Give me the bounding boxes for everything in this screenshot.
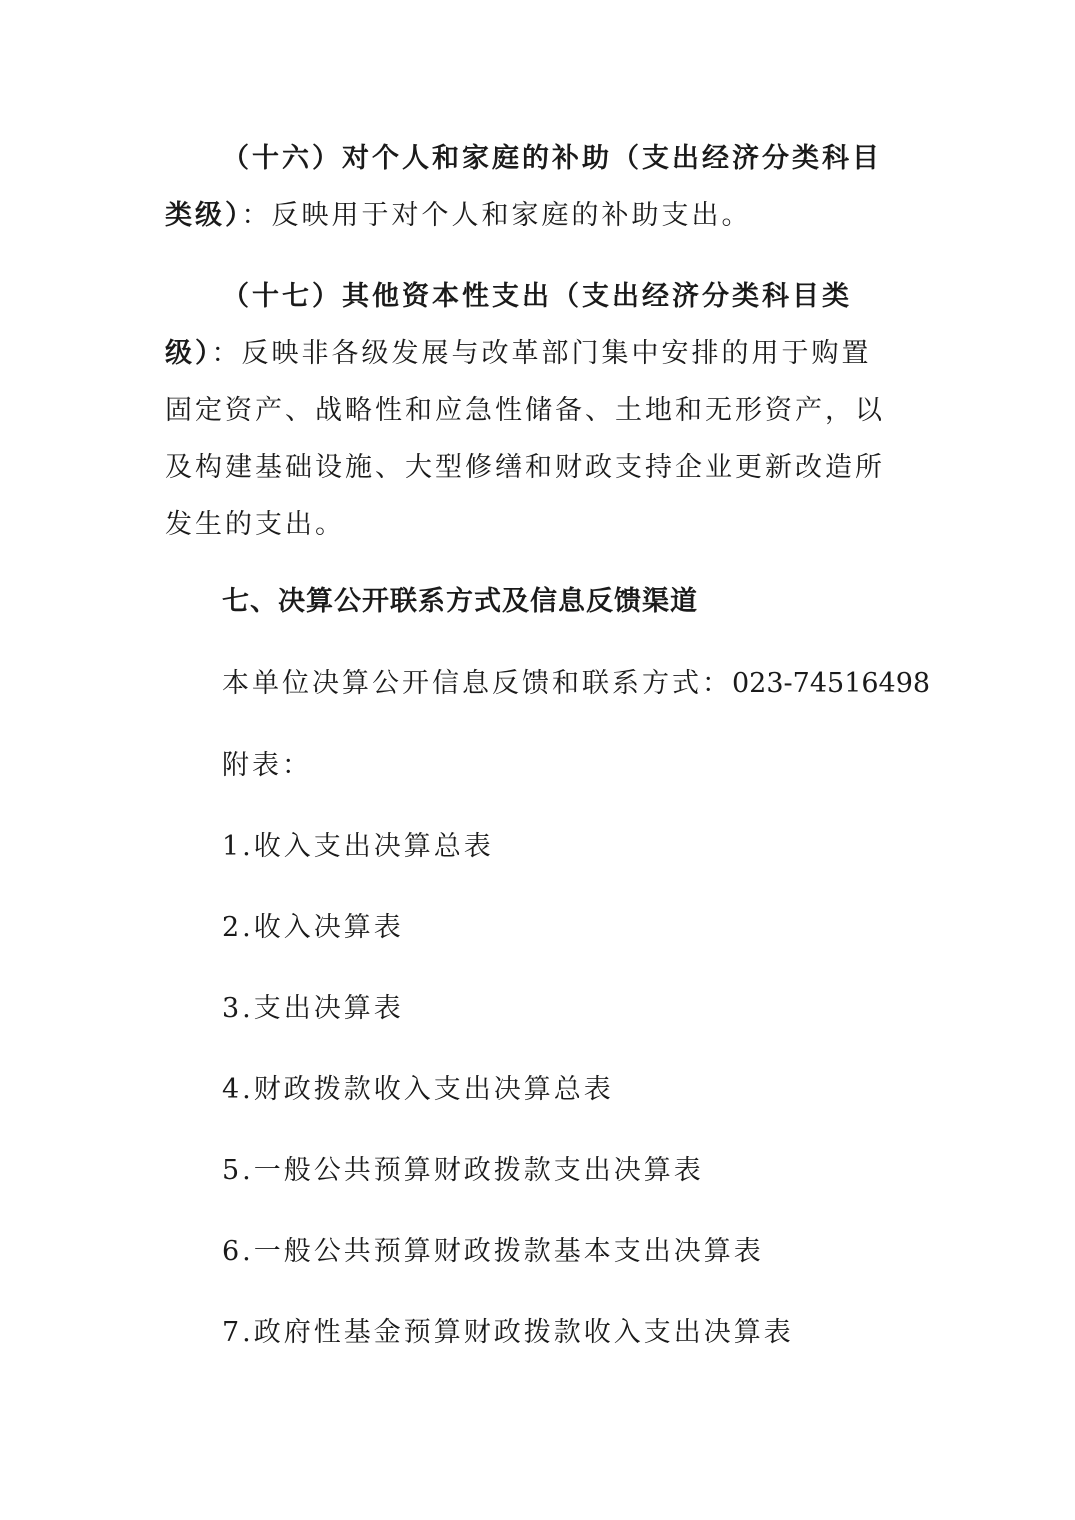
section-16-paragraph — [165, 130, 889, 244]
contact-line — [222, 664, 930, 704]
section-16-title: （十六）对个人和家庭的补助（支出经济分类科目类级） — [165, 143, 882, 231]
section-17-paragraph — [165, 268, 889, 553]
section-16-body: ：反映用于对个人和家庭的补助支出。 — [241, 200, 752, 231]
section-17-title: （十七）其他资本性支出（支出经济分类科目类级） — [165, 281, 852, 369]
contact-label: 本单位决算公开信息反馈和联系方式： — [222, 668, 732, 699]
section-17-body: ：反映非各级发展与改革部门集中安排的用于购置固定资产、战略性和应急性储备、土地和无形资产，以及构建基础设施、大型修缮和财政支持企业更新改造所发生的支出。 — [165, 338, 885, 540]
contact-heading: 七、决算公开联系方式及信息反馈渠道 — [222, 586, 698, 617]
attachments-label: 附表： — [222, 750, 312, 781]
attachment-item-7: 7.政府性基金预算财政拨款收入支出决算表 — [222, 1317, 794, 1348]
attachment-item-4: 4.财政拨款收入支出决算总表 — [222, 1074, 614, 1105]
attachment-item-3: 3.支出决算表 — [222, 993, 404, 1024]
attachment-item-1: 1.收入支出决算总表 — [222, 831, 494, 862]
contact-phone: 023-74516498 — [732, 668, 931, 699]
attachment-item-6: 6.一般公共预算财政拨款基本支出决算表 — [222, 1236, 764, 1267]
attachment-item-2: 2.收入决算表 — [222, 912, 404, 943]
attachment-item-5: 5.一般公共预算财政拨款支出决算表 — [222, 1155, 704, 1186]
